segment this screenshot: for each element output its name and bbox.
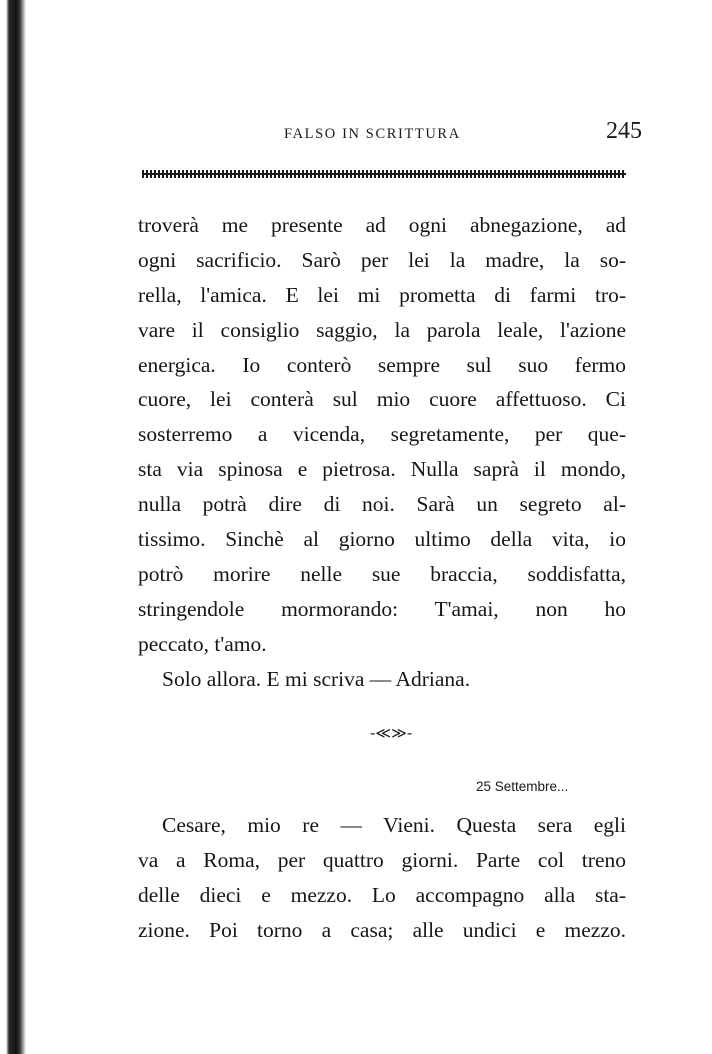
paragraph-2 [138,808,626,948]
text-line: delle dieci e mezzo. Lo accompagno alla sta- [138,882,626,907]
section-break-ornament: -≪≫- [370,724,413,742]
text-line: ogni sacrificio. Sarò per lei la madre, la so- [138,247,626,272]
text-line: rella, l'amica. E lei mi prometta di farmi tro- [138,282,626,307]
book-spine-shadow [0,0,26,1054]
text-line: potrò morire nelle sue braccia, soddisfatta, [138,561,626,586]
page-header [120,118,660,158]
page-number: 245 [606,118,642,144]
text-line: vare il consiglio saggio, la parola leale, l'azione [138,317,626,342]
paragraph-1 [138,208,626,696]
letter-date: 25 Settembre... [476,779,569,794]
text-line: cuore, lei conterà sul mio cuore affettuoso. Ci [138,387,626,412]
closing-line: Solo allora. E mi scriva — Adriana. [162,666,471,691]
text-line: sta via spinosa e pietrosa. Nulla saprà il mondo, [138,457,626,482]
text-line: troverà me presente ad ogni abnegazione, ad [138,213,626,237]
text-line: tissimo. Sinchè al giorno ultimo della vita, io [138,527,626,552]
text-line: va a Roma, per quattro giorni. Parte col treno [138,847,626,872]
ornamental-rule [142,170,626,178]
text-line: energica. Io conterò sempre sul suo fermo [138,352,626,377]
text-line: zione. Poi torno a casa; alle undici e mezzo. [138,917,626,942]
text-line: Cesare, mio re — Vieni. Questa sera egli [162,813,626,837]
text-line: sosterremo a vicenda, segretamente, per que- [138,422,626,447]
text-line: stringendole mormorando: T'amai, non ho [138,596,626,621]
running-title: FALSO IN SCRITTURA [284,126,461,142]
text-line: nulla potrà dire di noi. Sarà un segreto al- [138,492,626,517]
text-line: peccato, t'amo. [138,631,267,656]
